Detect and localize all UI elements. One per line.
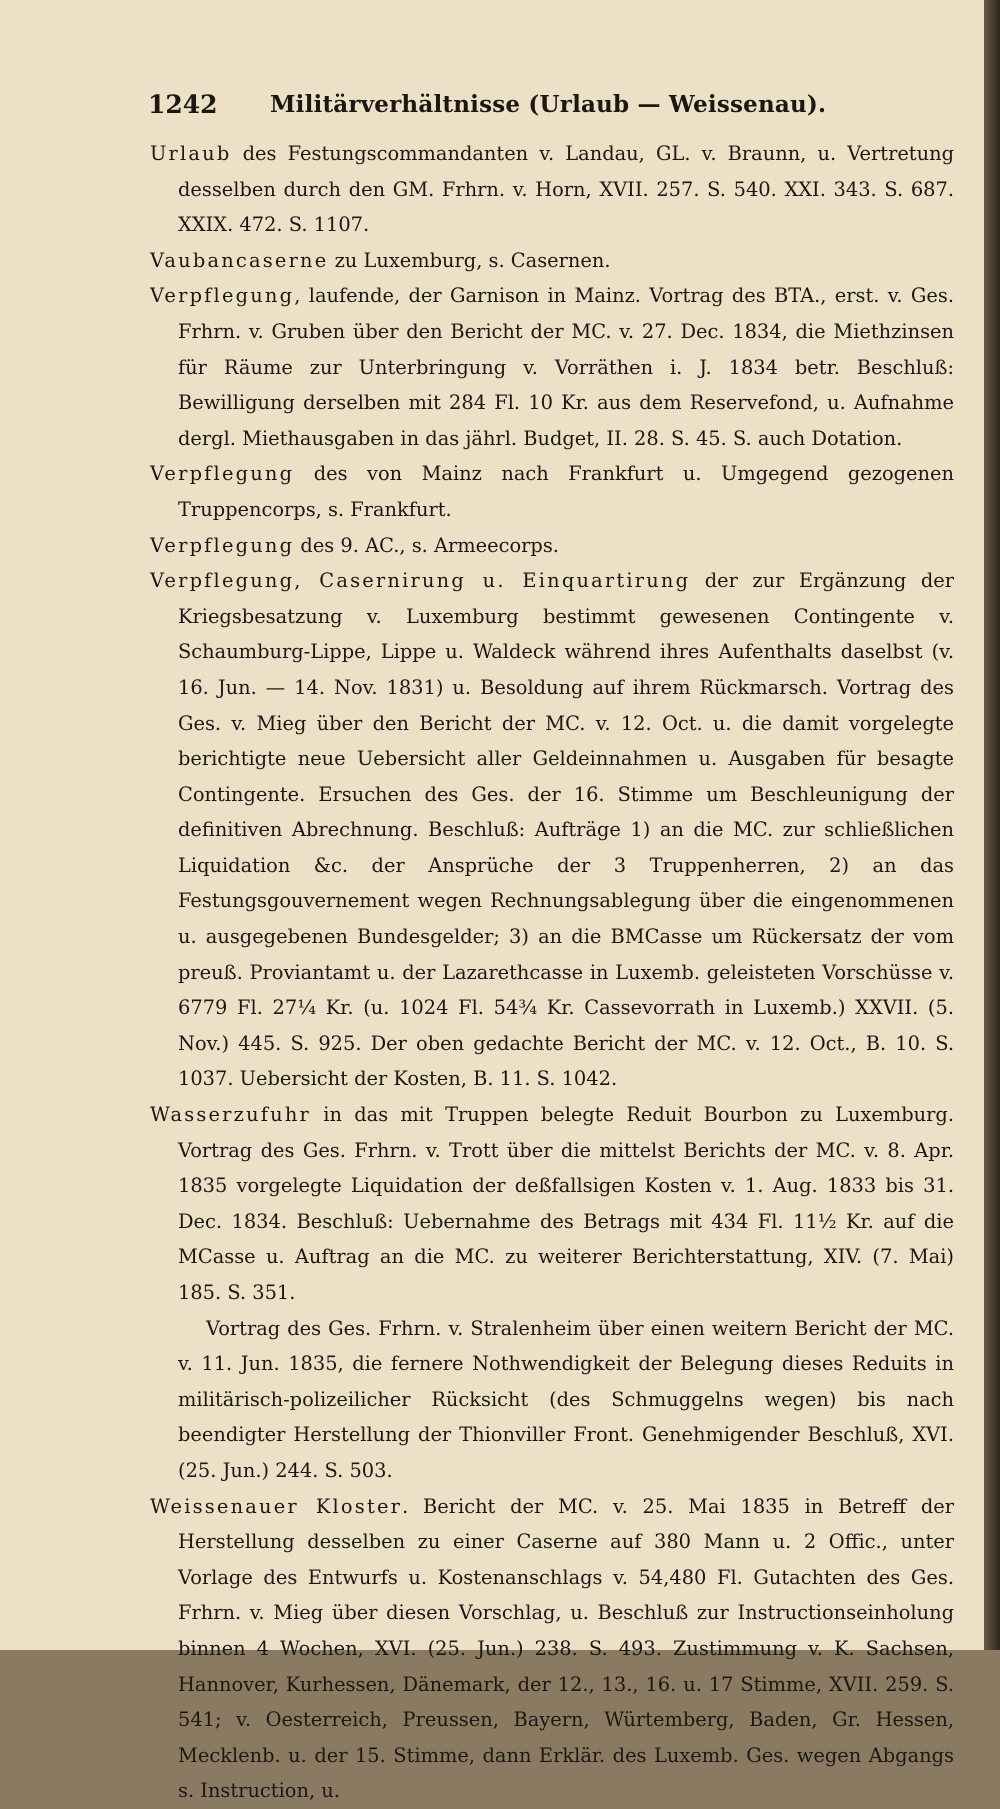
index-entry [150,278,954,456]
entry-keyword: Verpflegung [150,284,295,308]
index-entry [150,1489,954,1809]
entry-text: Vortrag des Ges. Frhrn. v. Stralenheim über einen weitern Bericht der MC. v. 11. Jun. 1835, die fernere Nothwendigkeit der Belegung dieses Reduits in militärisch-polizeilicher Rücksicht (des Schmuggelns wegen) bis nach beendigter Herstellung der Thionviller Front. Genehmigender Beschluß, XVI. (25. Jun.) 244. S. 503. [178,1316,954,1482]
page-header [150,90,954,130]
entry-text: des von Mainz nach Frankfurt u. Umgegend gezogenen Truppencorps, s. Frankfurt. [178,462,954,521]
index-entry [150,563,954,1097]
index-entry [150,1097,954,1311]
entry-text: , laufende, der Garnison in Mainz. Vortrag des BTA., erst. v. Ges. Frhrn. v. Gruben über den Bericht der MC. v. 27. Dec. 1834, die Miethzinsen für Räume zur Unterbringung v. Vorräthen i. J. 1834 betr. Beschluß: Bewilligung derselben mit 284 Fl. 10 Kr. aus dem Reservefond, u. Aufnahme dergl. Miethausgaben in das jährl. Budget, II. 28. S. 45. S. auch Dotation. [178,284,954,450]
entry-text: . Bericht der MC. v. 25. Mai 1835 in Betreff der Herstellung desselben zu einer Caserne auf 380 Mann u. 2 Offic., unter Vorlage des Entwurfs u. Kostenanschlags v. 54,480 Fl. Gutachten des Ges. Frhrn. v. Mieg über diesen Vorschlag, u. Beschluß zur Instructionseinholung binnen 4 Wochen, XVI. (25. Jun.) 238. S. 493. Zustimmung v. K. Sachsen, Hannover, Kurhessen, Dänemark, der 12., 13., 16. u. 17 Stimme, XVII. 259. S. 541; v. Oesterreich, Preussen, Bayern, Würtemberg, Baden, Gr. Hessen, Mecklenb. u. der 15. Stimme, dann Erklär. des Luxemb. Ges. wegen Abgangs s. Instruction, u. [178,1494,954,1803]
index-entry [150,528,954,564]
entry-text: in das mit Truppen belegte Reduit Bourbon zu Luxemburg. Vortrag des Ges. Frhrn. v. Trott über die mittelst Berichts der MC. v. 8. Apr. 1835 vorgelegte Liquidation der deßfallsigen Kosten v. 1. Aug. 1833 bis 31. Dec. 1834. Beschluß: Uebernahme des Betrags mit 434 Fl. 11½ Kr. auf die MCasse u. Auftrag an die MC. zu weiterer Berichterstattung, XIV. (7. Mai) 185. S. 351. [178,1103,954,1304]
index-entry [150,136,954,243]
page-edge-shadow [984,0,1000,1650]
entry-text: der zur Ergänzung der Kriegsbesatzung v. Luxemburg bestimmt gewesenen Contingente v. Schaumburg-Lippe, Lippe u. Waldeck während ihres Aufenthalts daselbst (v. 16. Jun. — 14. Nov. 1831) u. Besoldung auf ihrem Rückmarsch. Vortrag des Ges. v. Mieg über den Bericht der MC. v. 12. Oct. u. die damit vorgelegte berichtigte neue Uebersicht aller Geldeinnahmen u. Ausgaben für besagte Contingente. Ersuchen des Ges. der 16. Stimme um Beschleunigung der definitiven Abrechnung. Beschluß: Aufträge 1) an die MC. zur schließlichen Liquidation &c. der Ansprüche der 3 Truppenherren, 2) an das Festungsgouvernement wegen Rechnungsablegung über die eingenommenen u. ausgegebenen Bundesgelder; 3) an die BMCasse um Rückersatz der vom preuß. Proviantamt u. der Lazarethcasse in Luxemb. geleisteten Vorschüsse v. 6779 Fl. 27¼ Kr. (u. 1024 Fl. 54¾ Kr. Cassevorrath in Luxemb.) XXVII. (5. Nov.) 445. S. 925. Der oben gedachte Bericht der MC. v. 12. Oct., B. 10. S. 1037. Uebersicht der Kosten, B. 11. S. 1042. [178,569,954,1091]
entry-keyword: Weissenauer Kloster [150,1494,403,1518]
index-entry [150,456,954,527]
entry-text: zu Luxemburg, s. Casernen. [328,248,611,272]
entry-keyword: Urlaub [150,142,232,165]
page-number: 1242 [148,90,218,119]
entry-keyword: Wasserzufuhr [150,1103,311,1127]
index-entry-continuation [150,1311,954,1489]
index-entry [150,243,954,279]
running-title: Militärverhältnisse (Urlaub — Weissenau). [270,91,827,118]
entry-keyword: Verpflegung [150,462,295,486]
entry-text: des Festungscommandanten v. Landau, GL. v. Braunn, u. Vertretung desselben durch den GM. Frhrn. v. Horn, XVII. 257. S. 540. XXI. 343. S. 687. XXIX. 472. S. 1107. [178,142,954,237]
entry-keyword: Verpflegung [150,533,295,557]
entry-text: des 9. AC., s. Armeecorps. [294,533,559,557]
entry-keyword: Verpflegung, Casernirung u. Einquartirung [150,569,691,593]
entry-keyword: Vaubancaserne [150,248,329,272]
